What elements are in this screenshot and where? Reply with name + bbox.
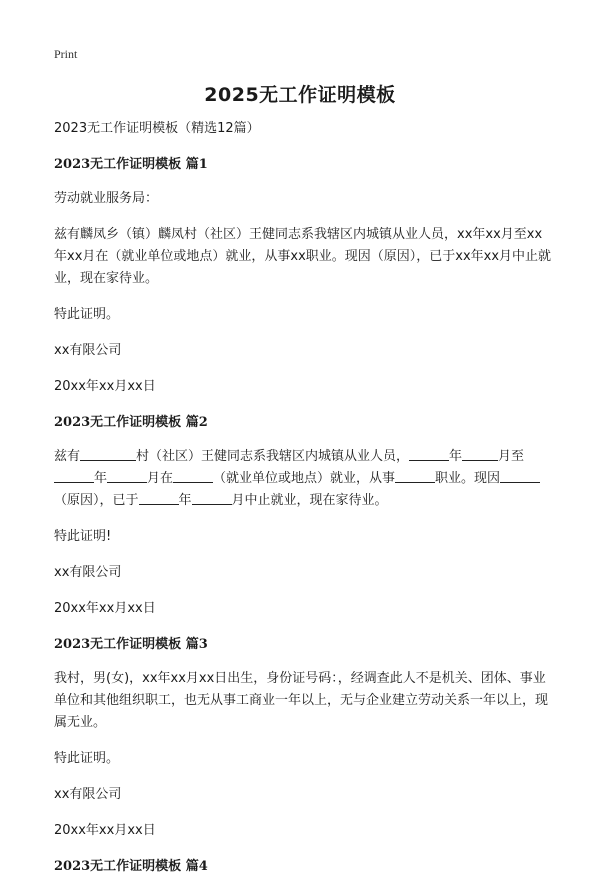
section-2-text: 职业。现因 bbox=[435, 471, 501, 486]
document-subtitle: 2023无工作证明模板（精选12篇） bbox=[54, 121, 260, 136]
section-1-company: xx有限公司 bbox=[54, 343, 122, 358]
section-2-text: 月至 bbox=[498, 449, 525, 464]
section-2-text: 村（社区）王健同志系我辖区内城镇从业人员， bbox=[136, 449, 410, 464]
document-title: 2025无工作证明模板 bbox=[204, 84, 396, 106]
section-2-text: 兹有 bbox=[54, 449, 81, 464]
section-2-text: （就业单位或地点）就业，从事 bbox=[213, 471, 396, 486]
section-1-date: 20xx年xx月xx日 bbox=[54, 379, 156, 394]
section-1-salutation: 劳动就业服务局： bbox=[54, 191, 159, 206]
section-3-company: xx有限公司 bbox=[54, 787, 122, 802]
blank-line bbox=[54, 468, 94, 483]
section-2-text: 年 bbox=[449, 449, 463, 464]
section-heading-3: 2023无工作证明模板 篇3 bbox=[54, 637, 208, 652]
print-label[interactable]: Print bbox=[54, 47, 78, 61]
blank-line bbox=[192, 490, 232, 505]
section-2-company: xx有限公司 bbox=[54, 565, 122, 580]
section-heading-1: 2023无工作证明模板 篇1 bbox=[54, 157, 208, 172]
section-2-text: 年 bbox=[178, 493, 192, 508]
section-2-closing: 特此证明! bbox=[54, 529, 112, 544]
section-3-date: 20xx年xx月xx日 bbox=[54, 823, 156, 838]
document-body bbox=[54, 118, 552, 890]
section-2-text: 月中止就业，现在家待业。 bbox=[231, 493, 388, 508]
section-1-closing: 特此证明。 bbox=[54, 307, 120, 322]
section-3-closing: 特此证明。 bbox=[54, 751, 120, 766]
blank-line bbox=[462, 446, 498, 461]
section-1-body: 兹有麟凤乡（镇）麟凤村（社区）王健同志系我辖区内城镇从业人员，xx年xx月至xx年xx月在（就业单位或地点）就业，从事xx职业。现因（原因），已于xx年xx月中止就业，现在家待业。 bbox=[54, 227, 552, 286]
blank-line bbox=[395, 468, 435, 483]
section-heading-2: 2023无工作证明模板 篇2 bbox=[54, 415, 208, 430]
section-2-body bbox=[54, 446, 552, 512]
blank-line bbox=[107, 468, 147, 483]
section-2-text: 月在 bbox=[147, 471, 174, 486]
blank-line bbox=[139, 490, 179, 505]
blank-line bbox=[500, 468, 540, 483]
blank-line bbox=[80, 446, 136, 461]
section-2-date: 20xx年xx月xx日 bbox=[54, 601, 156, 616]
section-2-text: （原因），已于 bbox=[54, 493, 139, 508]
blank-line bbox=[409, 446, 449, 461]
section-2-text: 年 bbox=[94, 471, 108, 486]
section-heading-4: 2023无工作证明模板 篇4 bbox=[54, 859, 208, 874]
blank-line bbox=[173, 468, 213, 483]
section-3-body: 我村，男(女)，xx年xx月xx日出生，身份证号码：，经调查此人不是机关、团体、事业单位和其他组织职工，也无从事工商业一年以上，无与企业建立劳动关系一年以上，现属无业。 bbox=[54, 671, 549, 730]
